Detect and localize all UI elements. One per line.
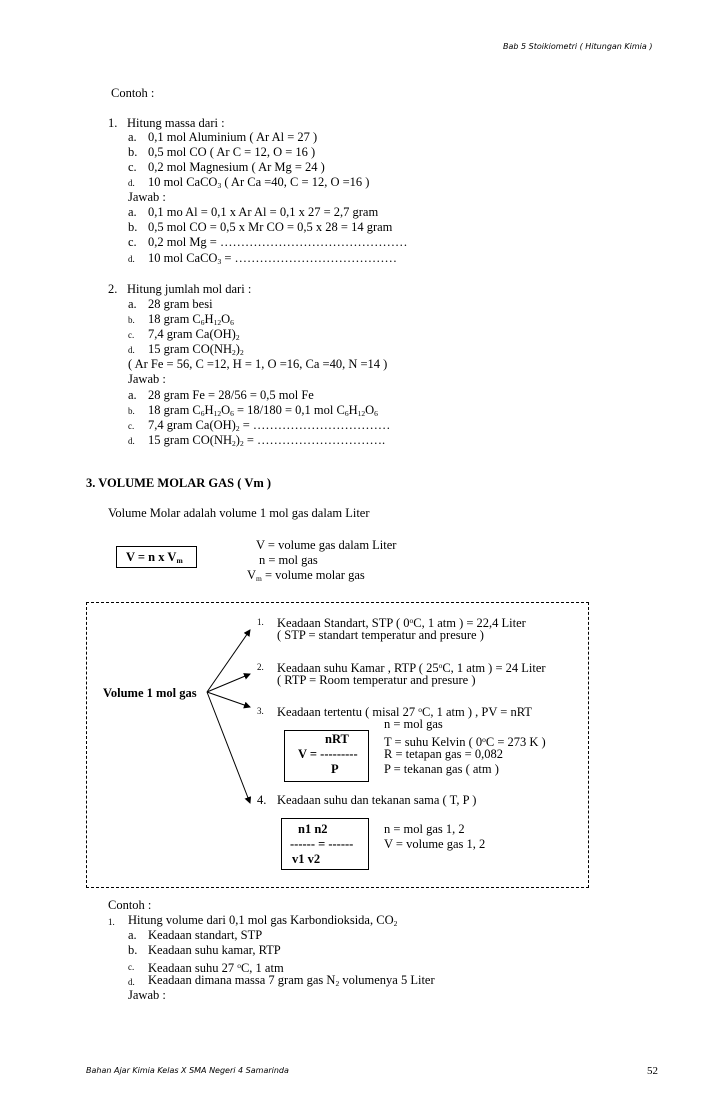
answer-item: 0,1 mo Al = 0,1 x Ar Al = 0,1 x 27 = 2,7 gram bbox=[148, 205, 379, 219]
answer-item: 0,5 mol CO = 0,5 x Mr CO = 0,5 x 28 = 14 gram bbox=[148, 220, 393, 234]
example-title: Contoh : bbox=[108, 898, 152, 912]
answer-item: 18 gram $C_6H_{12}O_6 = 18/180 = 0,1$ mol $C_6H_{12}O_6$ bbox=[148, 403, 378, 418]
page-number: 52 bbox=[647, 1065, 658, 1077]
list-marker: b. bbox=[128, 220, 138, 234]
answer-item: 28 gram Fe = 28/56 = 0,5 mol Fe bbox=[148, 388, 314, 402]
case-number: 3. bbox=[257, 706, 264, 716]
list-item: 7,4 gram $Ca(OH)_2$ bbox=[148, 327, 240, 342]
example-title: Contoh : bbox=[111, 86, 155, 100]
definition-text: Volume Molar adalah volume 1 mol gas dalam Liter bbox=[108, 506, 370, 520]
case-number: 2. bbox=[257, 662, 264, 672]
question-2-title: Hitung jumlah mol dari : bbox=[127, 282, 252, 296]
list-marker: d. bbox=[128, 254, 135, 264]
case-number: 4. bbox=[257, 793, 267, 807]
answer-item: 0,2 mol Mg = ……………………………………… bbox=[148, 235, 408, 249]
footer-source: Bahan Ajar Kimia Kelas X SMA Negeri 4 Samarinda bbox=[86, 1066, 289, 1075]
case-number: 1. bbox=[257, 617, 264, 627]
list-marker: c. bbox=[128, 421, 135, 431]
case-stp: Keadaan Standart, STP ( 0$^o$C, 1 atm ) = 22,4 Liter bbox=[277, 616, 526, 630]
list-item: 0,5 mol CO ( Ar C = 12, O = 16 ) bbox=[148, 145, 316, 159]
formula-denominator: P bbox=[331, 762, 339, 776]
case-rtp-note: ( RTP = Room temperatur and presure ) bbox=[277, 673, 476, 687]
list-marker: c. bbox=[128, 160, 137, 174]
list-marker: a. bbox=[128, 205, 137, 219]
list-marker: a. bbox=[128, 388, 137, 402]
list-marker: d. bbox=[128, 436, 135, 446]
question-text: Hitung volume dari 0,1 mol gas Karbondioksida, $CO_2$ bbox=[128, 913, 398, 928]
avogadro-legend-item: n = mol gas 1, 2 bbox=[384, 822, 465, 836]
answer-item: 15 gram $CO(NH_2)_2$ = …………………………. bbox=[148, 433, 386, 448]
formula-top: n1 n2 bbox=[298, 822, 328, 836]
running-header: Bab 5 Stoikiometri ( Hitungan Kimia ) bbox=[503, 42, 653, 51]
list-marker: b. bbox=[128, 406, 135, 416]
list-item: 15 gram $CO(NH_2)_2$ bbox=[148, 342, 244, 357]
list-marker: d. bbox=[128, 977, 135, 987]
arrow-to-same-tp bbox=[207, 692, 250, 803]
list-item: 28 gram besi bbox=[148, 297, 213, 311]
case-stp-note: ( STP = standart temperatur and presure ) bbox=[277, 628, 484, 642]
formula-numerator: nRT bbox=[325, 732, 349, 746]
ideal-gas-legend-item: n = mol gas bbox=[384, 717, 443, 731]
list-item: 0,2 mol Magnesium ( Ar Mg = 24 ) bbox=[148, 160, 325, 174]
list-marker: d. bbox=[128, 345, 135, 355]
formula-bottom: v1 v2 bbox=[292, 852, 321, 866]
list-item: Keadaan suhu 27 $^o$C, 1 atm bbox=[148, 961, 284, 975]
ideal-gas-legend-item: P = tekanan gas ( atm ) bbox=[384, 762, 499, 776]
question-1-number: 1. bbox=[108, 116, 118, 130]
diagram-source-label: Volume 1 mol gas bbox=[103, 686, 197, 700]
atomic-mass-note: ( Ar Fe = 56, C =12, H = 1, O =16, Ca =40, N =14 ) bbox=[128, 357, 388, 371]
list-item: 10 mol CaCO$_3$ ( Ar Ca =40, C = 12, O =16 ) bbox=[148, 175, 370, 190]
answer-item: 10 mol CaCO$_3$ = ………………………………… bbox=[148, 251, 398, 266]
list-marker: b. bbox=[128, 943, 138, 957]
formula-lhs: V = --------- bbox=[298, 747, 358, 761]
list-marker: b. bbox=[128, 315, 135, 325]
list-marker: a. bbox=[128, 130, 137, 144]
case-specific: Keadaan tertentu ( misal 27 $^o$C, 1 atm ) , PV = nRT bbox=[277, 705, 532, 719]
formula: V = n x $V_m$ bbox=[126, 550, 183, 565]
list-item: 0,1 mol Aluminium ( Ar Al = 27 ) bbox=[148, 130, 318, 144]
answer-label: Jawab : bbox=[128, 190, 166, 204]
formula-legend-item: $V_m$ = volume molar gas bbox=[247, 568, 365, 583]
formula-middle: ------ = ------ bbox=[290, 837, 354, 851]
list-marker: b. bbox=[128, 145, 138, 159]
formula-legend-item: V = volume gas dalam Liter bbox=[256, 538, 397, 552]
list-marker: a. bbox=[128, 928, 137, 942]
answer-item: 7,4 gram $Ca(OH)_2$ = …………………………… bbox=[148, 418, 391, 433]
formula-legend-item: n = mol gas bbox=[259, 553, 318, 567]
question-1-title: Hitung massa dari : bbox=[127, 116, 225, 130]
list-item: 18 gram $C_6H_{12}O_6$ bbox=[148, 312, 234, 327]
section-heading: 3. VOLUME MOLAR GAS ( Vm ) bbox=[86, 476, 272, 490]
ideal-gas-legend-item: R = tetapan gas = 0,082 bbox=[384, 747, 503, 761]
question-number: 1. bbox=[108, 917, 115, 927]
answer-label: Jawab : bbox=[128, 988, 166, 1002]
case-rtp: Keadaan suhu Kamar , RTP ( 25$^o$C, 1 atm ) = 24 Liter bbox=[277, 661, 546, 675]
list-marker: d. bbox=[128, 178, 135, 188]
list-marker: c. bbox=[128, 962, 135, 972]
list-marker: a. bbox=[128, 297, 137, 311]
arrow-to-specific bbox=[207, 692, 250, 707]
list-item: Keadaan suhu kamar, RTP bbox=[148, 943, 281, 957]
case-same-tp: Keadaan suhu dan tekanan sama ( T, P ) bbox=[277, 793, 477, 807]
avogadro-legend-item: V = volume gas 1, 2 bbox=[384, 837, 486, 851]
list-marker: c. bbox=[128, 235, 137, 249]
list-item: Keadaan standart, STP bbox=[148, 928, 263, 942]
answer-label: Jawab : bbox=[128, 372, 166, 386]
list-item: Keadaan dimana massa 7 gram gas $N_2$ volumenya 5 Liter bbox=[148, 973, 435, 988]
question-2-number: 2. bbox=[108, 282, 118, 296]
ideal-gas-legend-item: T = suhu Kelvin ( $0^oC = 273$ K ) bbox=[384, 735, 546, 749]
list-marker: c. bbox=[128, 330, 135, 340]
